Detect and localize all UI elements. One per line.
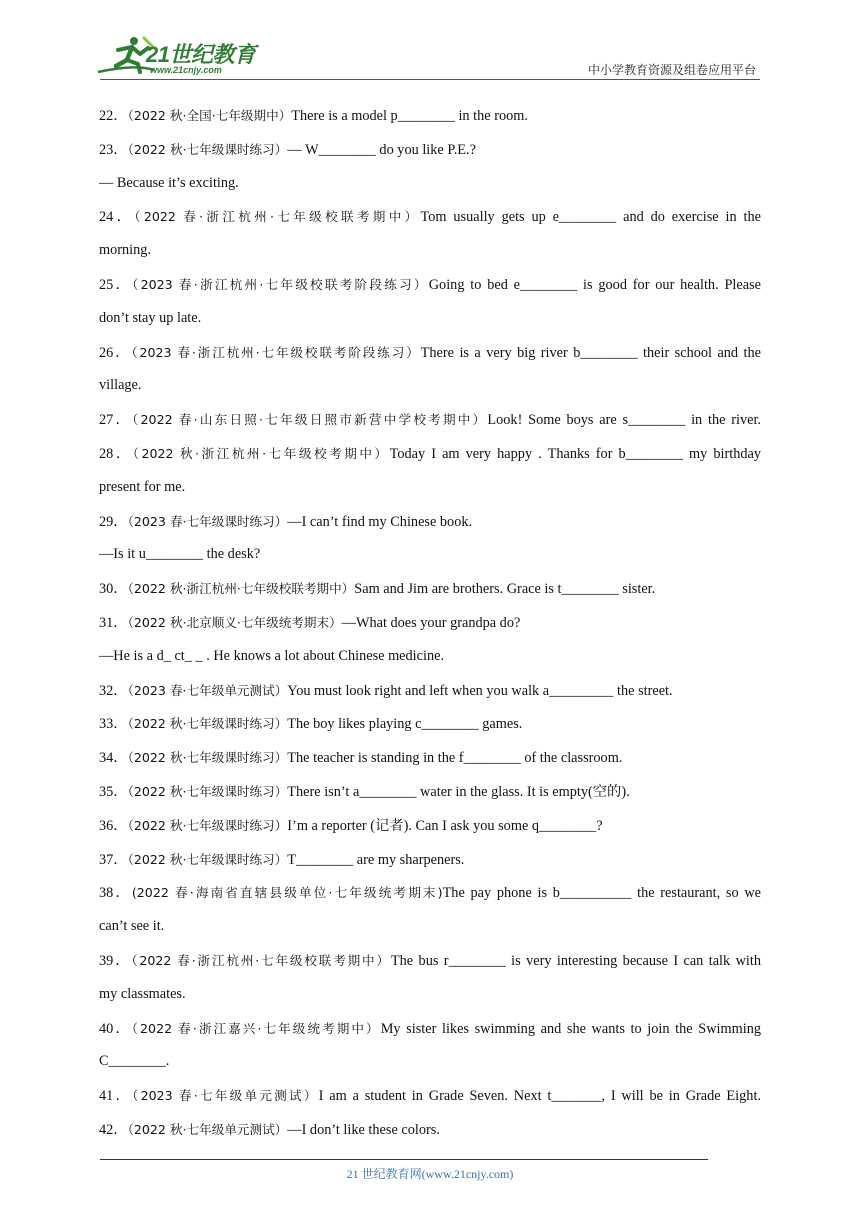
question-source: （2022 秋·七年级课时练习） [127,817,288,833]
question-line [99,843,761,877]
question-line [99,369,761,403]
question-number: 42． [99,1121,128,1138]
question-text: —I can’t find my Chinese book. [287,513,473,530]
question-text: The pay phone is b__________ the restaurant, so we [442,885,762,902]
question-source: （2022 春·浙江杭州·七年级校联考期中） [131,952,391,968]
question-number: 35． [99,783,128,800]
question-number: 22． [99,108,128,124]
question-source: （2022 秋·北京顺义·七年级统考期末） [127,614,342,630]
question-number: 34． [99,750,128,767]
question-text: My sister likes swimming and she wants to join the Swimming [380,1020,762,1037]
question-line [99,336,761,370]
question-text: present for me. [99,478,186,495]
question-text: don’t stay up late. [99,309,202,326]
question-text: my classmates. [99,985,186,1002]
question-source: （2022 秋·七年级课时练习） [127,716,288,732]
question-number: 24． [99,209,135,226]
question-number: 25． [99,276,133,293]
question-line [99,707,761,741]
question-source: （2023 春·七年级课时练习） [127,513,288,529]
question-line [99,978,761,1012]
question-source: （2022 秋·七年级课时练习） [127,750,288,766]
question-line [99,741,761,775]
question-text: You must look right and left when you walk a_________ the street. [287,682,673,699]
question-line [99,674,761,708]
question-line [99,200,761,234]
question-line [99,268,761,302]
question-text: Tom usually gets up e________ and do exercise in the [420,209,761,226]
question-number: 31． [99,614,128,631]
question-text: Sam and Jim are brothers. Grace is t________ sister. [354,581,656,598]
question-number: 23． [99,141,128,158]
question-number: 32． [99,682,128,699]
question-line [99,809,761,843]
logo-url: www.21cnjy.com [150,65,222,75]
question-line [99,403,761,437]
question-line [99,133,761,167]
question-text: Going to bed e________ is good for our health. Please [428,276,761,293]
question-text: —What does your grandpa do? [341,614,521,631]
question-text: C________. [99,1053,170,1070]
question-line [99,1113,761,1147]
question-number: 33． [99,716,128,733]
question-number: 37． [99,851,128,868]
page-footer: 21 世纪教育网(www.21cnjy.com) [346,1167,514,1181]
question-number: 40． [99,1020,132,1037]
question-text: T________ are my sharpeners. [287,851,465,868]
question-source: （2023 春·七年级单元测试） [127,682,288,698]
question-source: (2022 春·海南省直辖县级单位·七年级统考期末) [131,885,443,901]
question-source: （2022 秋·七年级课时练习） [127,851,288,867]
question-source: （2023 春·七年级单元测试） [132,1088,319,1104]
question-text: The bus r________ is very interesting because I can talk with [390,952,761,969]
question-number: 30． [99,581,128,598]
question-line [99,1079,761,1113]
question-number: 29． [99,513,128,530]
question-number: 36． [99,817,128,834]
question-text: —I don’t like these colors. [287,1121,440,1138]
question-text: Look! Some boys are s________ in the river. [487,412,762,429]
question-text: There is a very big river b________ their school and the [420,344,761,361]
question-line [99,538,761,572]
question-line [99,876,761,910]
logo-text: 21世纪教育 [146,42,256,67]
question-text: I am a student in Grade Seven. Next t_______, I will be in Grade Eight. [318,1088,761,1105]
question-list [99,99,761,1147]
question-number: 26． [99,344,132,361]
question-text: There is a model p________ in the room. [291,108,528,124]
question-text: The boy likes playing c________ games. [287,716,523,733]
question-line [99,99,761,133]
question-source: （2022 春·浙江杭州·七年级校联考期中） [134,209,421,225]
question-line [99,944,761,978]
question-line [99,606,761,640]
question-text: —He is a d_ ct_ _ . He knows a lot about Chinese medicine. [99,647,445,664]
question-number: 28． [99,445,133,462]
header-divider [100,79,760,80]
question-line [99,234,761,268]
question-text: morning. [99,242,152,259]
question-line [99,640,761,674]
question-text: — Because it’s exciting. [99,174,239,191]
question-line [99,471,761,505]
question-line [99,437,761,471]
question-number: 38． [99,885,132,902]
question-line [99,302,761,336]
question-source: （2022 秋·七年级单元测试） [127,1121,288,1137]
question-number: 41． [99,1088,133,1105]
question-text: can’t see it. [99,918,165,935]
question-number: 39． [99,952,132,969]
question-text: There isn’t a________ water in the glass. It is empty(空的). [287,783,630,800]
question-number: 27． [99,412,133,429]
question-source: （2022 春·浙江嘉兴·七年级统考期中） [131,1020,381,1036]
question-source: （2022 秋·浙江杭州·七年级校考期中） [132,445,390,461]
question-line [99,505,761,539]
question-line [99,572,761,606]
footer-divider [100,1159,708,1160]
question-text: village. [99,377,142,394]
page-header [0,0,860,90]
question-text: Today I am very happy . Thanks for b________ my birthday [389,445,761,462]
question-line [99,1012,761,1046]
question-source: （2022 秋·浙江杭州·七年级校联考期中） [127,581,355,597]
question-source: （2022 秋·七年级课时练习） [127,783,288,799]
question-line [99,1045,761,1079]
question-text: —Is it u________ the desk? [99,546,261,563]
question-text: I’m a reporter (记者). Can I ask you some q________? [287,817,603,834]
question-source: （2022 秋·全国·七年级期中） [127,108,292,123]
question-source: （2023 春·浙江杭州·七年级校联考阶段练习） [131,344,421,360]
question-line [99,167,761,201]
question-text: The teacher is standing in the f________ of the classroom. [287,750,623,767]
question-source: （2022 秋·七年级课时练习） [127,141,288,157]
header-tagline: 中小学教育资源及组卷应用平台 [587,63,756,77]
question-text: — W________ do you like P.E.? [287,141,476,158]
question-source: （2023 春·浙江杭州·七年级校联考阶段练习） [132,276,429,292]
question-source: （2022 春·山东日照·七年级日照市新营中学校考期中） [132,412,488,428]
question-line [99,775,761,809]
question-line [99,910,761,944]
